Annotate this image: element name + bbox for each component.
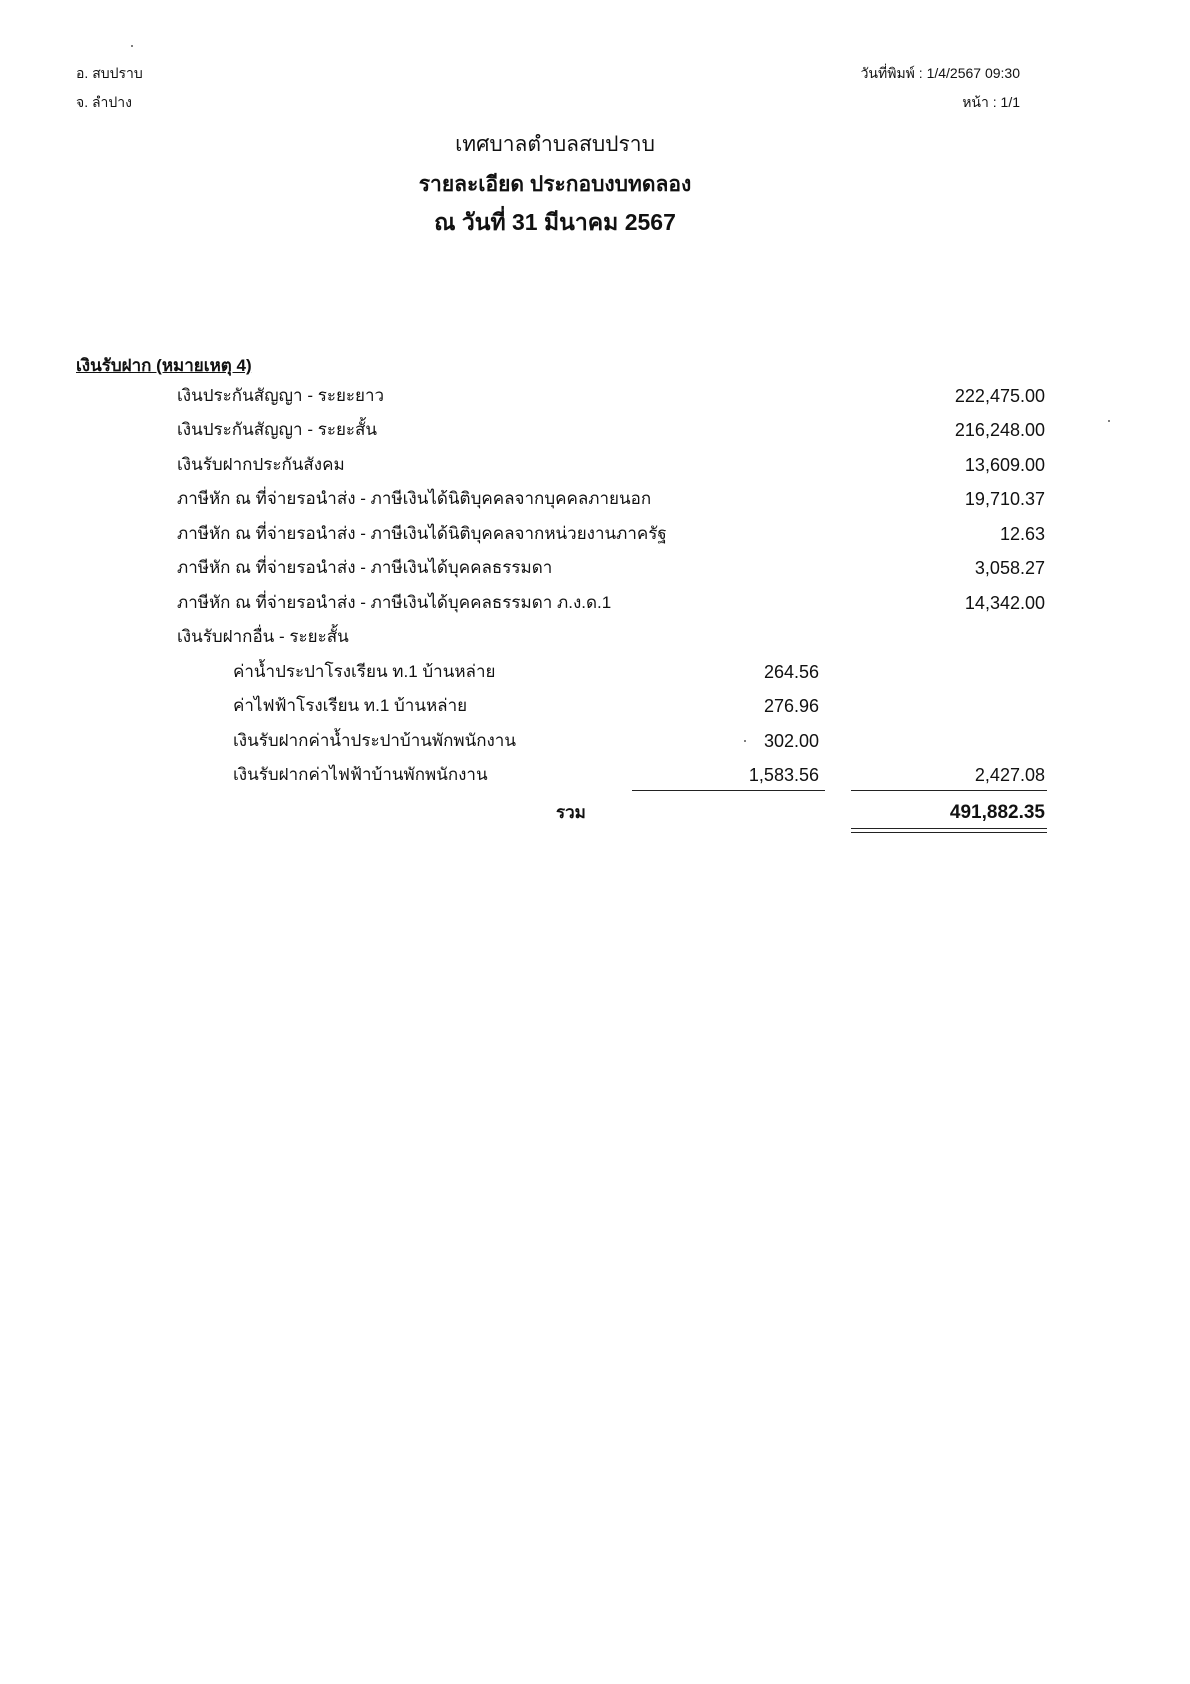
- row-amount: 12.63: [999, 524, 1045, 544]
- organization-name: เทศบาลตำบลสบปราบ: [455, 133, 655, 156]
- table-row: [0, 730, 1190, 760]
- row-label: ภาษีหัก ณ ที่จ่ายรอนำส่ง - ภาษีเงินได้นิติบุคคลจากบุคคลภายนอก: [177, 489, 652, 508]
- row-amount: 216,248.00: [954, 420, 1045, 440]
- print-date: วันที่พิมพ์ : 1/4/2567 09:30: [860, 65, 1020, 81]
- row-label: เงินประกันสัญญา - ระยะสั้น: [177, 420, 378, 439]
- row-sub-amount: 302.00: [763, 731, 819, 751]
- row-amount: 222,475.00: [954, 386, 1045, 406]
- page-number: หน้า : 1/1: [962, 94, 1020, 110]
- row-amount: 2,427.08: [974, 765, 1045, 785]
- row-sub-amount: 276.96: [763, 696, 819, 716]
- table-row: [0, 454, 1190, 484]
- table-row: [0, 523, 1190, 553]
- row-sub-amount: 264.56: [763, 662, 819, 682]
- subtotal-rule: [632, 790, 825, 791]
- row-label: เงินรับฝากค่าน้ำประปาบ้านพักพนักงาน: [233, 731, 516, 750]
- row-label: เงินประกันสัญญา - ระยะยาว: [177, 386, 385, 405]
- table-row: [0, 695, 1190, 725]
- scan-speck: [131, 45, 133, 47]
- row-amount: 19,710.37: [964, 489, 1045, 509]
- subtotal-rule: [851, 790, 1047, 791]
- row-label: ภาษีหัก ณ ที่จ่ายรอนำส่ง - ภาษีเงินได้นิติบุคคลจากหน่วยงานภาครัฐ: [177, 524, 667, 543]
- report-title: รายละเอียด ประกอบงบทดลอง: [418, 173, 692, 196]
- district-label: อ. สบปราบ: [76, 65, 143, 81]
- table-row: [0, 385, 1190, 415]
- table-row: [0, 661, 1190, 691]
- row-label: ค่าไฟฟ้าโรงเรียน ท.1 บ้านหล่าย: [233, 696, 468, 715]
- row-amount: 13,609.00: [964, 455, 1045, 475]
- scan-speck: [744, 740, 746, 742]
- table-row: [0, 626, 1190, 656]
- table-row: [0, 488, 1190, 518]
- total-label: รวม: [556, 803, 586, 822]
- section-heading: เงินรับฝาก (หมายเหตุ 4): [76, 356, 252, 375]
- row-amount: 14,342.00: [964, 593, 1045, 613]
- report-date: ณ วันที่ 31 มีนาคม 2567: [434, 209, 676, 235]
- table-row: [0, 419, 1190, 449]
- row-label: ภาษีหัก ณ ที่จ่ายรอนำส่ง - ภาษีเงินได้บุคคลธรรมดา: [177, 558, 553, 577]
- total-double-rule: [851, 828, 1047, 833]
- row-amount: 3,058.27: [974, 558, 1045, 578]
- province-label: จ. ลำปาง: [76, 94, 133, 110]
- row-label: ค่าน้ำประปาโรงเรียน ท.1 บ้านหล่าย: [233, 662, 496, 681]
- table-row: [0, 592, 1190, 622]
- row-label: เงินรับฝากอื่น - ระยะสั้น: [177, 627, 349, 646]
- row-label: เงินรับฝากประกันสังคม: [177, 455, 345, 474]
- row-label: ภาษีหัก ณ ที่จ่ายรอนำส่ง - ภาษีเงินได้บุคคลธรรมดา ภ.ง.ด.1: [177, 593, 612, 612]
- table-row: [0, 557, 1190, 587]
- scan-speck: [1108, 420, 1110, 422]
- row-label: เงินรับฝากค่าไฟฟ้าบ้านพักพนักงาน: [233, 765, 488, 784]
- total-amount: 491,882.35: [949, 802, 1045, 823]
- row-sub-amount: 1,583.56: [748, 765, 819, 785]
